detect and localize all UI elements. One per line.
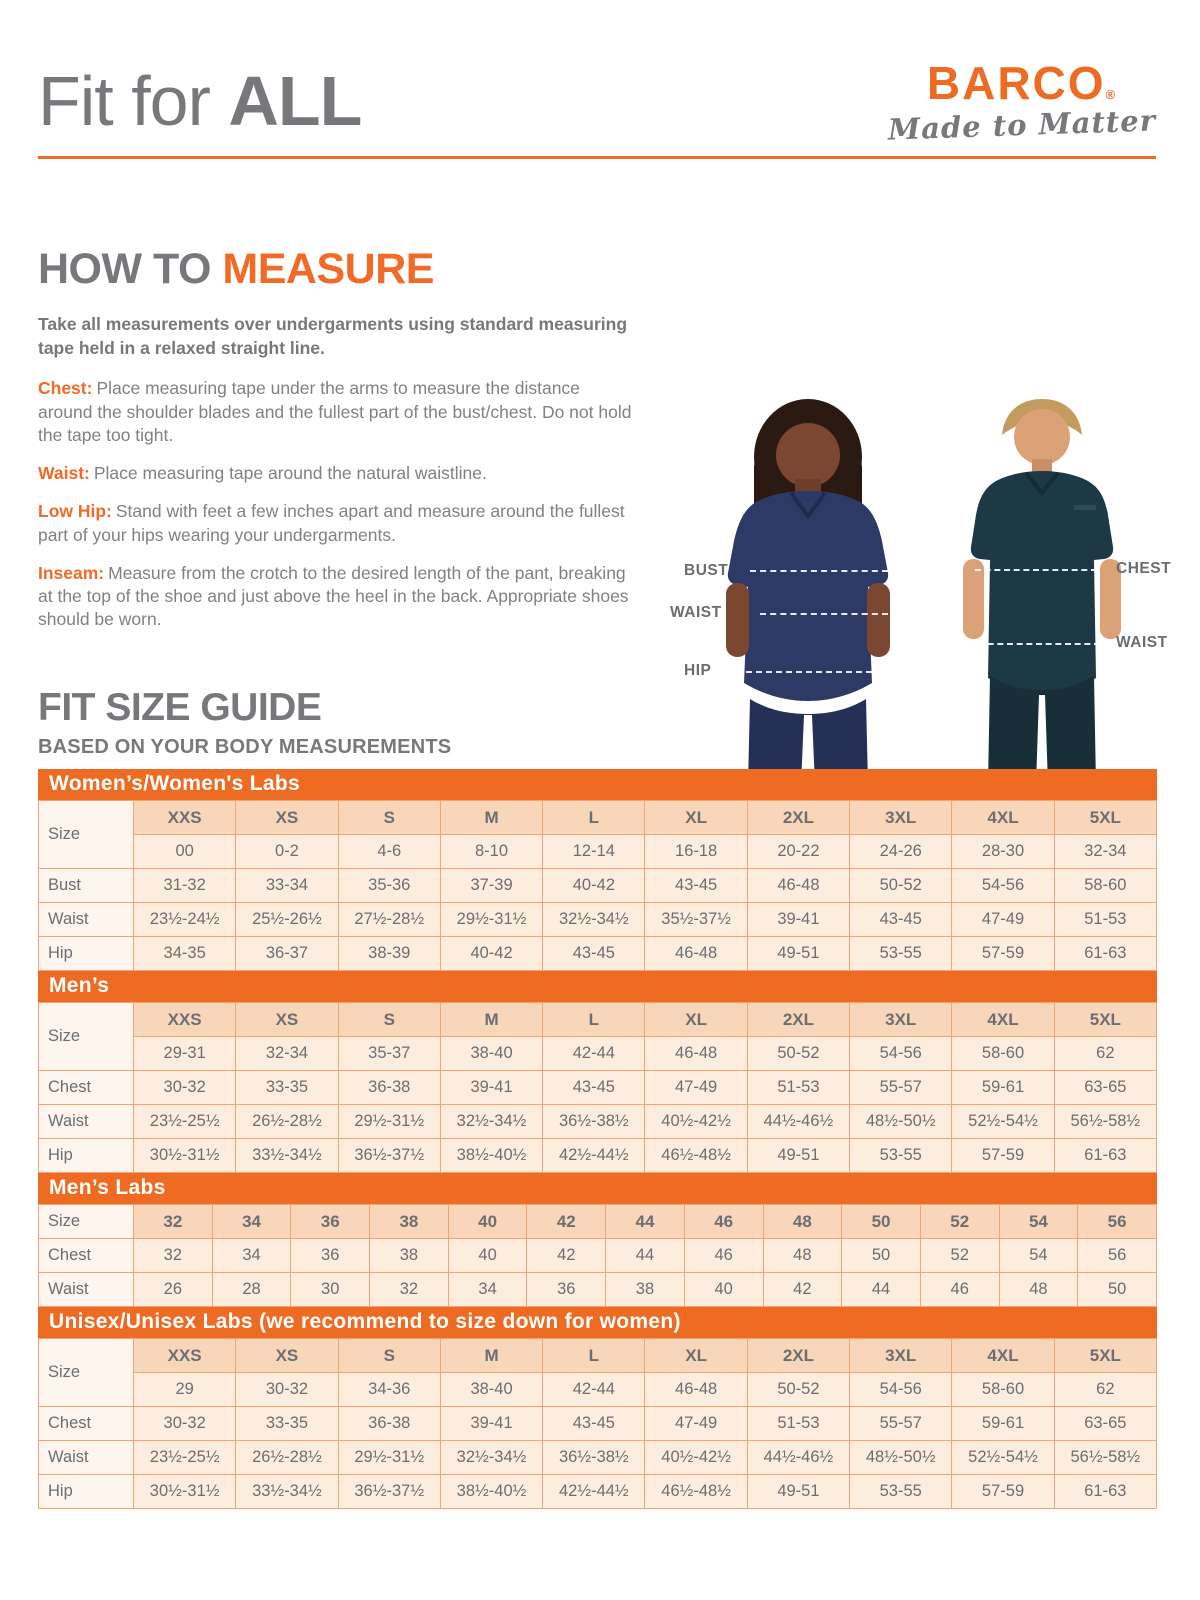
measurement-row-label: Bust <box>39 869 134 903</box>
size-header-cell: XS <box>236 801 338 835</box>
measurement-value-cell: 39-41 <box>747 903 849 937</box>
measure-item-waist: Waist: Place measuring tape around the natural waistline. <box>38 463 487 484</box>
size-row-label: Size <box>39 801 134 869</box>
size-number-cell: 38-40 <box>440 1037 542 1071</box>
measurement-value-cell: 44 <box>842 1273 921 1307</box>
measurement-value-cell: 40 <box>448 1239 527 1273</box>
size-header-cell: XXS <box>134 1339 236 1373</box>
measurement-value-cell: 43-45 <box>543 937 645 971</box>
size-number-cell: 50-52 <box>747 1373 849 1407</box>
measurement-value-cell: 36-38 <box>338 1407 440 1441</box>
bust-label: BUST <box>684 562 729 579</box>
measurement-value-cell: 52 <box>920 1239 999 1273</box>
measurement-value-cell: 36½-37½ <box>338 1139 440 1173</box>
size-number-cell: 00 <box>134 835 236 869</box>
size-header-cell: S <box>338 1003 440 1037</box>
size-number-cell: 46-48 <box>645 1037 747 1071</box>
measurement-value-cell: 61-63 <box>1054 937 1156 971</box>
measure-intro: Take all measurements over undergarments using standard measuring tape held in a relaxed straight line. <box>38 314 628 358</box>
size-header-cell: 4XL <box>952 1339 1054 1373</box>
measurement-value-cell: 26 <box>134 1273 213 1307</box>
measurement-value-cell: 46½-48½ <box>645 1475 747 1509</box>
size-number-cell: 42-44 <box>543 1373 645 1407</box>
measurement-value-cell: 32 <box>370 1273 449 1307</box>
size-header-cell: S <box>338 1339 440 1373</box>
size-header-cell: S <box>338 801 440 835</box>
measurement-value-cell: 29½-31½ <box>440 903 542 937</box>
size-header-cell: 42 <box>527 1205 606 1239</box>
measurement-value-cell: 59-61 <box>952 1407 1054 1441</box>
size-header-cell: XS <box>236 1339 338 1373</box>
measurement-value-cell: 43-45 <box>543 1407 645 1441</box>
measurement-value-cell: 59-61 <box>952 1071 1054 1105</box>
size-number-cell: 50-52 <box>747 1037 849 1071</box>
size-header-cell: 56 <box>1078 1205 1157 1239</box>
page-title-bold: ALL <box>228 62 362 140</box>
registered-trademark-icon: ® <box>1105 87 1118 102</box>
measurement-value-cell: 57-59 <box>952 1139 1054 1173</box>
measurement-value-cell: 43-45 <box>850 903 952 937</box>
measurement-value-cell: 56½-58½ <box>1054 1105 1156 1139</box>
size-number-cell: 32-34 <box>1054 835 1156 869</box>
measurement-value-cell: 38½-40½ <box>440 1475 542 1509</box>
measurement-value-cell: 47-49 <box>952 903 1054 937</box>
measurement-value-cell: 36½-38½ <box>543 1441 645 1475</box>
measurement-value-cell: 49-51 <box>747 1139 849 1173</box>
size-header-cell: 38 <box>370 1205 449 1239</box>
size-header-cell: 48 <box>763 1205 842 1239</box>
measurement-value-cell: 36½-38½ <box>543 1105 645 1139</box>
size-header-cell: XS <box>236 1003 338 1037</box>
size-header-cell: 44 <box>606 1205 685 1239</box>
measurement-value-cell: 36-37 <box>236 937 338 971</box>
size-table <box>38 769 1157 971</box>
size-header-cell: L <box>543 1339 645 1373</box>
measurement-value-cell: 30½-31½ <box>134 1139 236 1173</box>
measurement-value-cell: 29½-31½ <box>338 1441 440 1475</box>
measurement-value-cell: 48½-50½ <box>850 1105 952 1139</box>
size-table <box>38 1307 1157 1509</box>
size-number-cell: 38-40 <box>440 1373 542 1407</box>
hip-measure-line <box>746 671 902 673</box>
page-title-regular: Fit for <box>38 62 229 140</box>
size-number-cell: 16-18 <box>645 835 747 869</box>
measurement-value-cell: 44½-46½ <box>747 1105 849 1139</box>
measurement-row-label: Waist <box>39 1105 134 1139</box>
measurement-value-cell: 30 <box>291 1273 370 1307</box>
measurement-value-cell: 34 <box>448 1273 527 1307</box>
measurement-value-cell: 48 <box>999 1273 1078 1307</box>
size-table-grid <box>38 1338 1157 1509</box>
measurement-value-cell: 55-57 <box>850 1407 952 1441</box>
measurement-row-label: Hip <box>39 1139 134 1173</box>
size-number-cell: 62 <box>1054 1037 1156 1071</box>
measurement-value-cell: 50 <box>842 1239 921 1273</box>
measurement-value-cell: 42½-44½ <box>543 1139 645 1173</box>
size-number-cell: 28-30 <box>952 835 1054 869</box>
size-header-cell: 50 <box>842 1205 921 1239</box>
waist-right-measure-line <box>978 643 1100 645</box>
measurement-value-cell: 32½-34½ <box>440 1441 542 1475</box>
size-header-cell: 52 <box>920 1205 999 1239</box>
size-header-cell: 54 <box>999 1205 1078 1239</box>
measurement-value-cell: 42 <box>763 1273 842 1307</box>
size-number-cell: 54-56 <box>850 1373 952 1407</box>
size-header-cell: XL <box>645 1339 747 1373</box>
measurement-value-cell: 37-39 <box>440 869 542 903</box>
size-header-cell: M <box>440 801 542 835</box>
measurement-value-cell: 43-45 <box>645 869 747 903</box>
measurement-row-label: Chest <box>39 1239 134 1273</box>
waist-right-label: WAIST <box>1116 634 1168 651</box>
measurement-value-cell: 57-59 <box>952 937 1054 971</box>
size-number-cell: 4-6 <box>338 835 440 869</box>
size-header-cell: 36 <box>291 1205 370 1239</box>
fit-size-guide-heading: FIT SIZE GUIDE <box>38 686 322 729</box>
measurement-value-cell: 30½-31½ <box>134 1475 236 1509</box>
measurement-value-cell: 40½-42½ <box>645 1441 747 1475</box>
measure-item-low-hip: Low Hip: Stand with feet a few inches apart and measure around the fullest part of your hips wearing your undergarments. <box>38 501 625 545</box>
size-header-cell: 46 <box>684 1205 763 1239</box>
size-header-cell: 32 <box>134 1205 213 1239</box>
size-number-cell: 54-56 <box>850 1037 952 1071</box>
measurement-value-cell: 52½-54½ <box>952 1441 1054 1475</box>
measure-item-chest: Chest: Place measuring tape under the arms to measure the distance around the shoulder blades and the fullest part of the bust/chest. Do not hold the tape too tight. <box>38 378 632 445</box>
size-header-cell: 4XL <box>952 801 1054 835</box>
size-header-cell: 2XL <box>747 1003 849 1037</box>
size-header-cell: XL <box>645 801 747 835</box>
measurement-value-cell: 44 <box>606 1239 685 1273</box>
measurement-value-cell: 44½-46½ <box>747 1441 849 1475</box>
measurement-value-cell: 42 <box>527 1239 606 1273</box>
size-number-cell: 8-10 <box>440 835 542 869</box>
how-to-measure-heading: HOW TO MEASURE <box>38 245 434 293</box>
fit-size-guide-section <box>38 688 1157 1509</box>
measurement-value-cell: 39-41 <box>440 1071 542 1105</box>
size-header-cell: 3XL <box>850 1003 952 1037</box>
measurement-value-cell: 43-45 <box>543 1071 645 1105</box>
measurement-row-label: Waist <box>39 1441 134 1475</box>
measurement-value-cell: 49-51 <box>747 1475 849 1509</box>
measurement-value-cell: 46½-48½ <box>645 1139 747 1173</box>
measurement-value-cell: 51-53 <box>747 1071 849 1105</box>
size-header-cell: 4XL <box>952 1003 1054 1037</box>
size-header-cell: 5XL <box>1054 801 1156 835</box>
measurement-value-cell: 56½-58½ <box>1054 1441 1156 1475</box>
measurement-value-cell: 26½-28½ <box>236 1441 338 1475</box>
measurement-value-cell: 25½-26½ <box>236 903 338 937</box>
measurement-value-cell: 29½-31½ <box>338 1105 440 1139</box>
measurement-value-cell: 51-53 <box>1054 903 1156 937</box>
measurement-value-cell: 31-32 <box>134 869 236 903</box>
table-section-title: Women’s/Women's Labs <box>38 769 1157 800</box>
measurement-value-cell: 23½-25½ <box>134 1441 236 1475</box>
measurement-value-cell: 28 <box>212 1273 291 1307</box>
measurement-value-cell: 54-56 <box>952 869 1054 903</box>
size-table <box>38 971 1157 1173</box>
size-header-cell: 3XL <box>850 1339 952 1373</box>
measurement-value-cell: 63-65 <box>1054 1071 1156 1105</box>
measurement-value-cell: 47-49 <box>645 1407 747 1441</box>
measurement-value-cell: 33-34 <box>236 869 338 903</box>
size-header-cell: 40 <box>448 1205 527 1239</box>
measure-item-inseam: Inseam: Measure from the crotch to the desired length of the pant, breaking at the top of the shoe and just above the heel in the back. Appropriate shoes should be worn. <box>38 562 629 630</box>
measurement-value-cell: 42½-44½ <box>543 1475 645 1509</box>
measurement-value-cell: 35-36 <box>338 869 440 903</box>
size-table-grid <box>38 1002 1157 1173</box>
measurement-value-cell: 63-65 <box>1054 1407 1156 1441</box>
size-table-grid <box>38 1204 1157 1307</box>
size-header-cell: L <box>543 1003 645 1037</box>
size-header-cell: M <box>440 1003 542 1037</box>
measurement-value-cell: 23½-24½ <box>134 903 236 937</box>
measurement-row-label: Hip <box>39 937 134 971</box>
size-number-cell: 24-26 <box>850 835 952 869</box>
measurement-value-cell: 40-42 <box>543 869 645 903</box>
size-number-cell: 20-22 <box>747 835 849 869</box>
size-header-cell: 2XL <box>747 1339 849 1373</box>
measurement-value-cell: 32½-34½ <box>543 903 645 937</box>
size-row-label: Size <box>39 1339 134 1407</box>
measurement-value-cell: 50-52 <box>850 869 952 903</box>
size-header-cell: XXS <box>134 801 236 835</box>
measurement-row-label: Chest <box>39 1407 134 1441</box>
measurement-value-cell: 52½-54½ <box>952 1105 1054 1139</box>
orange-divider <box>38 156 1156 159</box>
measurement-value-cell: 49-51 <box>747 937 849 971</box>
chest-measure-line <box>975 569 1097 571</box>
page-title <box>38 52 362 140</box>
size-row-label: Size <box>39 1205 134 1239</box>
measurement-value-cell: 47-49 <box>645 1071 747 1105</box>
brand-name: BARCO® <box>926 57 1118 109</box>
waist-left-measure-line <box>760 613 888 615</box>
measurement-value-cell: 48½-50½ <box>850 1441 952 1475</box>
measurement-value-cell: 56 <box>1078 1239 1157 1273</box>
measurement-value-cell: 36-38 <box>338 1071 440 1105</box>
size-number-cell: 34-36 <box>338 1373 440 1407</box>
measurement-value-cell: 34-35 <box>134 937 236 971</box>
size-number-cell: 32-34 <box>236 1037 338 1071</box>
how-to-measure-section <box>38 245 636 647</box>
size-header-cell: 2XL <box>747 801 849 835</box>
measurement-value-cell: 57-59 <box>952 1475 1054 1509</box>
fit-size-guide-subheading: BASED ON YOUR BODY MEASUREMENTS <box>38 736 452 758</box>
masthead <box>38 52 1157 147</box>
measurement-value-cell: 40½-42½ <box>645 1105 747 1139</box>
measurement-value-cell: 36 <box>527 1273 606 1307</box>
measurement-value-cell: 36½-37½ <box>338 1475 440 1509</box>
size-table-grid <box>38 800 1157 971</box>
size-number-cell: 42-44 <box>543 1037 645 1071</box>
measurement-value-cell: 53-55 <box>850 1475 952 1509</box>
measurement-value-cell: 39-41 <box>440 1407 542 1441</box>
measurement-value-cell: 46 <box>684 1239 763 1273</box>
measurement-value-cell: 32 <box>134 1239 213 1273</box>
measurement-value-cell: 36 <box>291 1239 370 1273</box>
measurement-value-cell: 35½-37½ <box>645 903 747 937</box>
measurement-value-cell: 54 <box>999 1239 1078 1273</box>
size-header-cell: 34 <box>212 1205 291 1239</box>
chest-label: CHEST <box>1116 560 1172 577</box>
size-header-cell: M <box>440 1339 542 1373</box>
measurement-value-cell: 38-39 <box>338 937 440 971</box>
measurement-value-cell: 40-42 <box>440 937 542 971</box>
measurement-row-label: Waist <box>39 1273 134 1307</box>
measurement-value-cell: 38 <box>606 1273 685 1307</box>
measurement-row-label: Hip <box>39 1475 134 1509</box>
measurement-value-cell: 61-63 <box>1054 1139 1156 1173</box>
measurement-value-cell: 27½-28½ <box>338 903 440 937</box>
measurement-value-cell: 33½-34½ <box>236 1475 338 1509</box>
measurement-value-cell: 53-55 <box>850 1139 952 1173</box>
size-number-cell: 0-2 <box>236 835 338 869</box>
measurement-value-cell: 38 <box>370 1239 449 1273</box>
measurement-value-cell: 46 <box>920 1273 999 1307</box>
measurement-value-cell: 33-35 <box>236 1071 338 1105</box>
table-section-title: Men’s <box>38 971 1157 1002</box>
size-number-cell: 30-32 <box>236 1373 338 1407</box>
table-section-title: Unisex/Unisex Labs (we recommend to size down for women) <box>38 1307 1157 1338</box>
size-number-cell: 12-14 <box>543 835 645 869</box>
measurement-value-cell: 30-32 <box>134 1407 236 1441</box>
measurement-value-cell: 48 <box>763 1239 842 1273</box>
measurement-value-cell: 53-55 <box>850 937 952 971</box>
size-row-label: Size <box>39 1003 134 1071</box>
measurement-value-cell: 46-48 <box>645 937 747 971</box>
measurement-value-cell: 38½-40½ <box>440 1139 542 1173</box>
measurement-value-cell: 34 <box>212 1239 291 1273</box>
size-tables <box>38 769 1157 1509</box>
measurement-row-label: Waist <box>39 903 134 937</box>
measurement-value-cell: 55-57 <box>850 1071 952 1105</box>
size-header-cell: 3XL <box>850 801 952 835</box>
measurement-value-cell: 40 <box>684 1273 763 1307</box>
measurement-value-cell: 32½-34½ <box>440 1105 542 1139</box>
size-table <box>38 1173 1157 1307</box>
size-header-cell: XXS <box>134 1003 236 1037</box>
size-number-cell: 46-48 <box>645 1373 747 1407</box>
brand-logo <box>887 52 1157 147</box>
size-number-cell: 62 <box>1054 1373 1156 1407</box>
measurement-value-cell: 61-63 <box>1054 1475 1156 1509</box>
size-header-cell: 5XL <box>1054 1339 1156 1373</box>
table-section-title: Men’s Labs <box>38 1173 1157 1204</box>
size-header-cell: XL <box>645 1003 747 1037</box>
measurement-value-cell: 50 <box>1078 1273 1157 1307</box>
measurement-value-cell: 23½-25½ <box>134 1105 236 1139</box>
size-number-cell: 58-60 <box>952 1037 1054 1071</box>
measurement-value-cell: 33-35 <box>236 1407 338 1441</box>
waist-left-label: WAIST <box>670 604 722 621</box>
measurement-value-cell: 26½-28½ <box>236 1105 338 1139</box>
hip-label: HIP <box>684 662 712 679</box>
size-number-cell: 58-60 <box>952 1373 1054 1407</box>
size-number-cell: 29 <box>134 1373 236 1407</box>
brand-tagline: Made to Matter <box>887 103 1157 147</box>
measurement-value-cell: 58-60 <box>1054 869 1156 903</box>
measurement-row-label: Chest <box>39 1071 134 1105</box>
measurement-value-cell: 33½-34½ <box>236 1139 338 1173</box>
measurement-value-cell: 51-53 <box>747 1407 849 1441</box>
bust-measure-line <box>750 570 888 572</box>
measurement-value-cell: 30-32 <box>134 1071 236 1105</box>
size-header-cell: L <box>543 801 645 835</box>
size-number-cell: 35-37 <box>338 1037 440 1071</box>
measurement-value-cell: 46-48 <box>747 869 849 903</box>
size-number-cell: 29-31 <box>134 1037 236 1071</box>
size-header-cell: 5XL <box>1054 1003 1156 1037</box>
